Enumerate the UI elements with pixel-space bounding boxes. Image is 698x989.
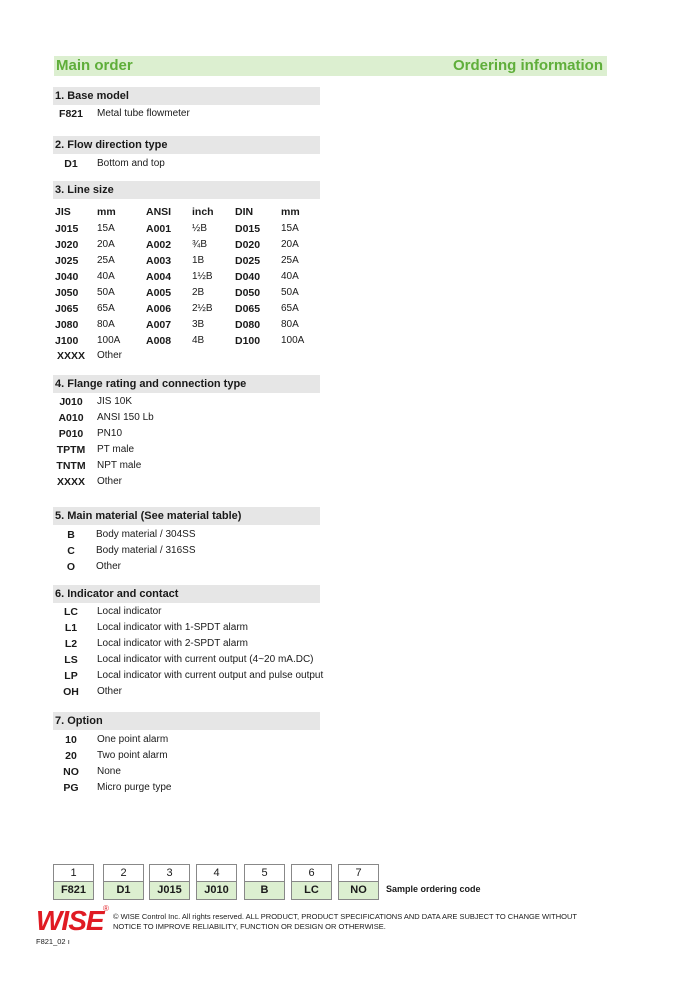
size-value: ½B <box>192 223 208 234</box>
section-header-indicator: 6. Indicator and contact <box>53 585 320 603</box>
line-size-other-desc: Other <box>97 350 123 361</box>
size-code: D050 <box>235 287 261 299</box>
option-desc: Local indicator with current output and pulse output <box>97 670 324 681</box>
option-code: PG <box>63 782 79 794</box>
size-value: 15A <box>97 223 115 234</box>
size-code: J080 <box>55 319 79 331</box>
col-header-mm: mm <box>97 206 116 218</box>
size-value: 40A <box>281 271 299 282</box>
option-code: 10 <box>65 734 77 746</box>
size-code: A004 <box>146 271 172 283</box>
option-desc: PN10 <box>97 428 123 439</box>
option-desc: None <box>97 766 121 777</box>
code-value: LC <box>292 882 331 899</box>
size-code: A006 <box>146 303 172 315</box>
option-desc: Local indicator with 2-SPDT alarm <box>97 638 248 649</box>
size-code: A001 <box>146 223 172 235</box>
option-code: TNTM <box>56 460 86 472</box>
option-desc: Local indicator <box>97 606 162 617</box>
size-code: J025 <box>55 255 79 267</box>
size-code: A007 <box>146 319 172 331</box>
size-value: 15A <box>281 223 299 234</box>
size-code: J040 <box>55 271 79 283</box>
code-position: 4 <box>197 865 236 882</box>
banner-left-title: Main order <box>56 57 133 74</box>
size-value: 80A <box>97 319 115 330</box>
size-value: 65A <box>281 303 299 314</box>
size-code: D015 <box>235 223 261 235</box>
option-desc: Two point alarm <box>97 750 168 761</box>
option-code: J010 <box>59 396 83 408</box>
code-box <box>196 864 237 900</box>
size-value: 20A <box>97 239 115 250</box>
size-code: J100 <box>55 335 79 347</box>
code-position: 6 <box>292 865 331 882</box>
col-header-jis: JIS <box>55 206 71 218</box>
option-code: LP <box>64 670 78 682</box>
size-code: A005 <box>146 287 172 299</box>
option-code: P010 <box>58 428 84 440</box>
code-box <box>149 864 190 900</box>
code-value: B <box>245 882 284 899</box>
size-value: 40A <box>97 271 115 282</box>
col-header-ansi: ANSI <box>146 206 172 218</box>
size-value: 20A <box>281 239 299 250</box>
code-box <box>103 864 144 900</box>
copyright-line-1: © WISE Control Inc. All rights reserved. ALL PRODUCT, PRODUCT SPECIFICATIONS AND DATA ARE SUBJECT TO CHANGE WITHOUT <box>113 912 577 921</box>
size-value: 1B <box>192 255 205 266</box>
size-code: J015 <box>55 223 79 235</box>
option-desc: JIS 10K <box>97 396 133 407</box>
col-header-din: DIN <box>235 206 254 218</box>
size-value: 2B <box>192 287 205 298</box>
option-desc: Bottom and top <box>97 158 165 169</box>
banner-right-title: Ordering information <box>453 57 603 74</box>
section-header-main-material: 5. Main material (See material table) <box>53 507 320 525</box>
option-desc: Micro purge type <box>97 782 172 793</box>
option-desc: One point alarm <box>97 734 169 745</box>
size-value: 3B <box>192 319 205 330</box>
code-value: J010 <box>197 882 236 899</box>
option-code: NO <box>63 766 79 778</box>
size-code: D080 <box>235 319 261 331</box>
size-code: D025 <box>235 255 261 267</box>
option-desc: Local indicator with 1-SPDT alarm <box>97 622 248 633</box>
code-value: J015 <box>150 882 189 899</box>
code-position: 1 <box>54 865 93 882</box>
option-desc: Body material / 316SS <box>96 545 196 556</box>
option-code: L2 <box>64 638 78 650</box>
option-code: A010 <box>58 412 84 424</box>
size-value: 25A <box>97 255 115 266</box>
option-desc: PT male <box>97 444 135 455</box>
size-code: A002 <box>146 239 172 251</box>
option-code: LC <box>64 606 78 618</box>
size-value: 50A <box>281 287 299 298</box>
size-value: 4B <box>192 335 205 346</box>
title-banner <box>54 56 607 76</box>
section-header-base-model: 1. Base model <box>53 87 320 105</box>
section-header-line-size: 3. Line size <box>53 181 320 199</box>
size-code: D065 <box>235 303 261 315</box>
code-value: NO <box>339 882 378 899</box>
option-desc: Body material / 304SS <box>96 529 196 540</box>
sample-code-label: Sample ordering code <box>386 884 481 894</box>
size-code: J050 <box>55 287 79 299</box>
option-desc: Other <box>96 561 122 572</box>
page-number: F821_02 ı <box>36 937 70 946</box>
size-value: 100A <box>281 335 305 346</box>
option-code: XXXX <box>56 476 85 488</box>
code-box <box>53 864 94 900</box>
size-value: 65A <box>97 303 115 314</box>
size-value: 100A <box>97 335 121 346</box>
copyright-notice <box>113 912 593 932</box>
size-code: D020 <box>235 239 261 251</box>
option-desc: Other <box>97 686 123 697</box>
code-box <box>338 864 379 900</box>
option-code: B <box>67 529 75 541</box>
code-value: F821 <box>54 882 93 899</box>
size-value: 50A <box>97 287 115 298</box>
code-position: 2 <box>104 865 143 882</box>
registered-mark: ® <box>103 904 109 913</box>
size-value: 80A <box>281 319 299 330</box>
option-code: F821 <box>59 108 83 120</box>
size-code: D040 <box>235 271 261 283</box>
code-box <box>291 864 332 900</box>
size-code: A003 <box>146 255 172 267</box>
size-value: 2½B <box>192 303 213 314</box>
option-code: L1 <box>64 622 78 634</box>
size-code: J065 <box>55 303 79 315</box>
option-code: OH <box>63 686 79 698</box>
option-desc: Other <box>97 476 123 487</box>
code-position: 5 <box>245 865 284 882</box>
option-code: 20 <box>65 750 77 762</box>
option-code: O <box>66 561 76 573</box>
wise-logo: WISE <box>36 905 104 936</box>
option-desc: NPT male <box>97 460 142 471</box>
option-code: TPTM <box>56 444 86 456</box>
line-size-other-code: XXXX <box>57 350 86 362</box>
option-code: D1 <box>64 158 78 170</box>
option-desc: ANSI 150 Lb <box>97 412 154 423</box>
col-header-mm: mm <box>281 206 300 218</box>
option-desc: Metal tube flowmeter <box>97 108 190 119</box>
section-header-option: 7. Option <box>53 712 320 730</box>
copyright-line-2: NOTICE TO IMPROVE RELIABILITY, FUNCTION OR DESIGN OR OTHERWISE. <box>113 922 386 931</box>
size-value: ¾B <box>192 239 208 250</box>
code-value: D1 <box>104 882 143 899</box>
code-position: 7 <box>339 865 378 882</box>
size-value: 25A <box>281 255 299 266</box>
size-code: A008 <box>146 335 172 347</box>
option-code: LS <box>64 654 78 666</box>
code-position: 3 <box>150 865 189 882</box>
size-code: D100 <box>235 335 261 347</box>
size-code: J020 <box>55 239 79 251</box>
section-header-flow-direction: 2. Flow direction type <box>53 136 320 154</box>
option-code: C <box>67 545 75 557</box>
option-desc: Local indicator with current output (4~20 mA.DC) <box>97 654 314 665</box>
col-header-inch: inch <box>192 206 214 218</box>
code-box <box>244 864 285 900</box>
section-header-flange-rating: 4. Flange rating and connection type <box>53 375 320 393</box>
size-value: 1½B <box>192 271 213 282</box>
